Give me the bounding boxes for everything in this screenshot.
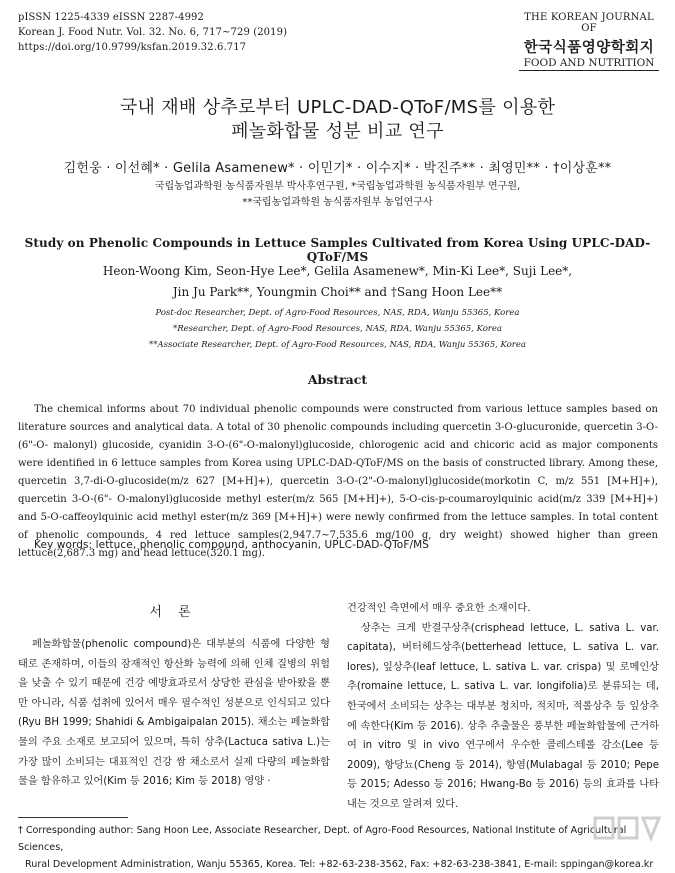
affiliations-kr	[0, 179, 675, 211]
section-heading-introduction: 서 론	[149, 605, 197, 620]
abstract-heading: Abstract	[307, 372, 368, 387]
paper-title-en: Study on Phenolic Compounds in Lettuce Samples Cultivated from Korea Using UPLC-DAD-QToF/MS	[24, 236, 651, 264]
journal-header-info	[18, 10, 287, 55]
affil-kr-line1: 국립농업과학원 농식품자원부 박사후연구원, *국립농업과학원 농식품자원부 연구원,	[154, 181, 521, 192]
intro-paragraph-right-2: 상추는 크게 반결구상추(crisphead lettuce, L. sativa L. var. capitata), 버터헤드상추(betterhead lettuce, L. sativa L. var. lores), 잎상추(leaf lettuce, L. sativa L. var. crispa) 및 로메인상추(romaine lettuce, L. sativa L. var. longifolia)로 분류되는 데, 한국에서 소비되는 상추는 대부분 청치마, 적치마, 적롤상추 등 잎상추에 속한다(Kim 등 2016). 상추 추출물은 풍부한 페놀화합물에 근거하여 in vitro 및 in vivo 연구에서 우수한 콜레스테롤 감소(Lee 등 2009), 항당뇨(Cheng 등 2014), 항염(Mulabagal 등 2010; Pepe 등 2015; Adesso 등 2016; Hwang-Bo 등 2016) 등의 효과를 나타내는 것으로 알려져 있다.	[347, 622, 659, 810]
corresponding-author-footnote	[18, 822, 663, 873]
journal-name-en2: FOOD AND NUTRITION	[519, 57, 659, 71]
footnote-line2: Rural Development Administration, Wanju 55365, Korea. Tel: +82-63-238-3562, Fax: +82-63-238-3841, E-mail: sppingan@korea.kr	[25, 859, 654, 870]
affil-en-line2: *Researcher, Dept. of Agro-Food Resources, NAS, RDA, Wanju 55365, Korea	[173, 324, 502, 334]
journal-name-en: THE KOREAN JOURNAL OF	[524, 12, 654, 34]
keywords: Key words: lettuce, phenolic compound, anthocyanin, UPLC-DAD-QToF/MS	[34, 539, 430, 551]
authors-en-line2: Jin Ju Park**, Youngmin Choi** and †Sang Hoon Lee**	[172, 285, 503, 299]
footnote-line1: † Corresponding author: Sang Hoon Lee, Associate Researcher, Dept. of Agro-Food Resources, National Institute of Agricultural Sciences,	[18, 825, 627, 853]
affil-kr-line2: **국립농업과학원 농식품자원부 농업연구사	[242, 197, 433, 208]
watermark-logo-icon	[593, 812, 663, 842]
journal-logo	[519, 12, 659, 71]
paper-title-kr	[0, 96, 675, 144]
abstract-body: The chemical informs about 70 individual phenolic compounds were constructed from various lettuce samples based on literature sources and analytical data. A total of 30 phenolic compounds including quercetin 3-O-glucuronide, quercetin 3-O-(6"-O- malonyl) glucoside, cyanidin 3-O-(6"-O-malonyl)glucoside, chlorogenic acid and chicoric acid as major components were identified in 6 lettuce samples from Korea using UPLC-DAD-QToF/MS on the basis of constructed library. Among these, quercetin 3,7-di-O-glucoside(m/z 627 [M+H]+), quercetin 3-O-(2"-O-malonyl)glucoside(morkotin C, m/z 551 [M+H]+), quercetin 3-O-(6"- O-malonyl)glucoside methyl ester(m/z 565 [M+H]+), 5-O-cis-p-coumaroylquinic acid(m/z 339 [M+H]+) and 5-O-caffeoylquinic acid methyl ester(m/z 369 [M+H]+) were newly confirmed from the lettuce samples. In total content of phenolic compounds, 4 red lettuce samples(2,947.7~7,535.6 mg/100 g, dry weight) showed higher than green lettuce(2,687.3 mg) and head lettuce(320.1 mg).	[18, 404, 658, 559]
citation-line: Korean J. Food Nutr. Vol. 32. No. 6, 717~729 (2019)	[18, 27, 288, 38]
doi-link[interactable]: https://doi.org/10.9799/ksfan.2019.32.6.717	[18, 42, 247, 53]
footnote-divider	[18, 817, 128, 818]
authors-en	[0, 261, 675, 303]
authors-en-line1: Heon-Woong Kim, Seon-Hye Lee*, Gelila Asamenew*, Min-Ki Lee*, Suji Lee*,	[102, 264, 573, 278]
journal-name-kr: 한국식품영양학회지	[523, 40, 655, 56]
affil-en-line3: **Associate Researcher, Dept. of Agro-Food Resources, NAS, RDA, Wanju 55365, Korea	[149, 340, 526, 350]
authors-kr: 김헌웅 · 이선혜* · Gelila Asamenew* · 이민기* · 이수지* · 박진주** · 최영민** · †이상훈**	[63, 161, 612, 176]
title-kr-line2: 페놀화합물 성분 비교 연구	[231, 121, 444, 142]
intro-column-right	[347, 599, 659, 815]
issn-line: pISSN 1225-4339 eISSN 2287-4992	[18, 12, 204, 23]
affiliations-en	[0, 305, 675, 353]
intro-paragraph-right-1: 건강적인 측면에서 매우 중요한 소재이다.	[347, 603, 531, 614]
intro-paragraph-left: 페놀화합물(phenolic compound)은 대부분의 식품에 다양한 형태로 존재하며, 이들의 잠재적인 항산화 능력에 의해 인체 질병의 위험을 낮출 수 있기 때문에 건강 예방효과로서 상당한 관심을 받아왔을 뿐만 아니라, 식품 섭취에 있어서 매우 필수적인 성분으로 인식되고 있다(Ryu BH 1999; Shahidi & Ambigaipalan 2015). 채소는 페놀화합물의 주요 소재로 보고되어 있으며, 특히 상추(Lactuca sativa L.)는 가장 많이 소비되는 대표적인 건강 쌈 채소로서 실제 다량의 페놀화합물을 함유하고 있어(Kim 등 2016; Kim 등 2018) 영양 ·	[18, 639, 330, 788]
title-kr-line1: 국내 재배 상추로부터 UPLC-DAD-QToF/MS를 이용한	[119, 97, 556, 118]
affil-en-line1: Post-doc Researcher, Dept. of Agro-Food Resources, NAS, RDA, Wanju 55365, Korea	[155, 308, 520, 318]
